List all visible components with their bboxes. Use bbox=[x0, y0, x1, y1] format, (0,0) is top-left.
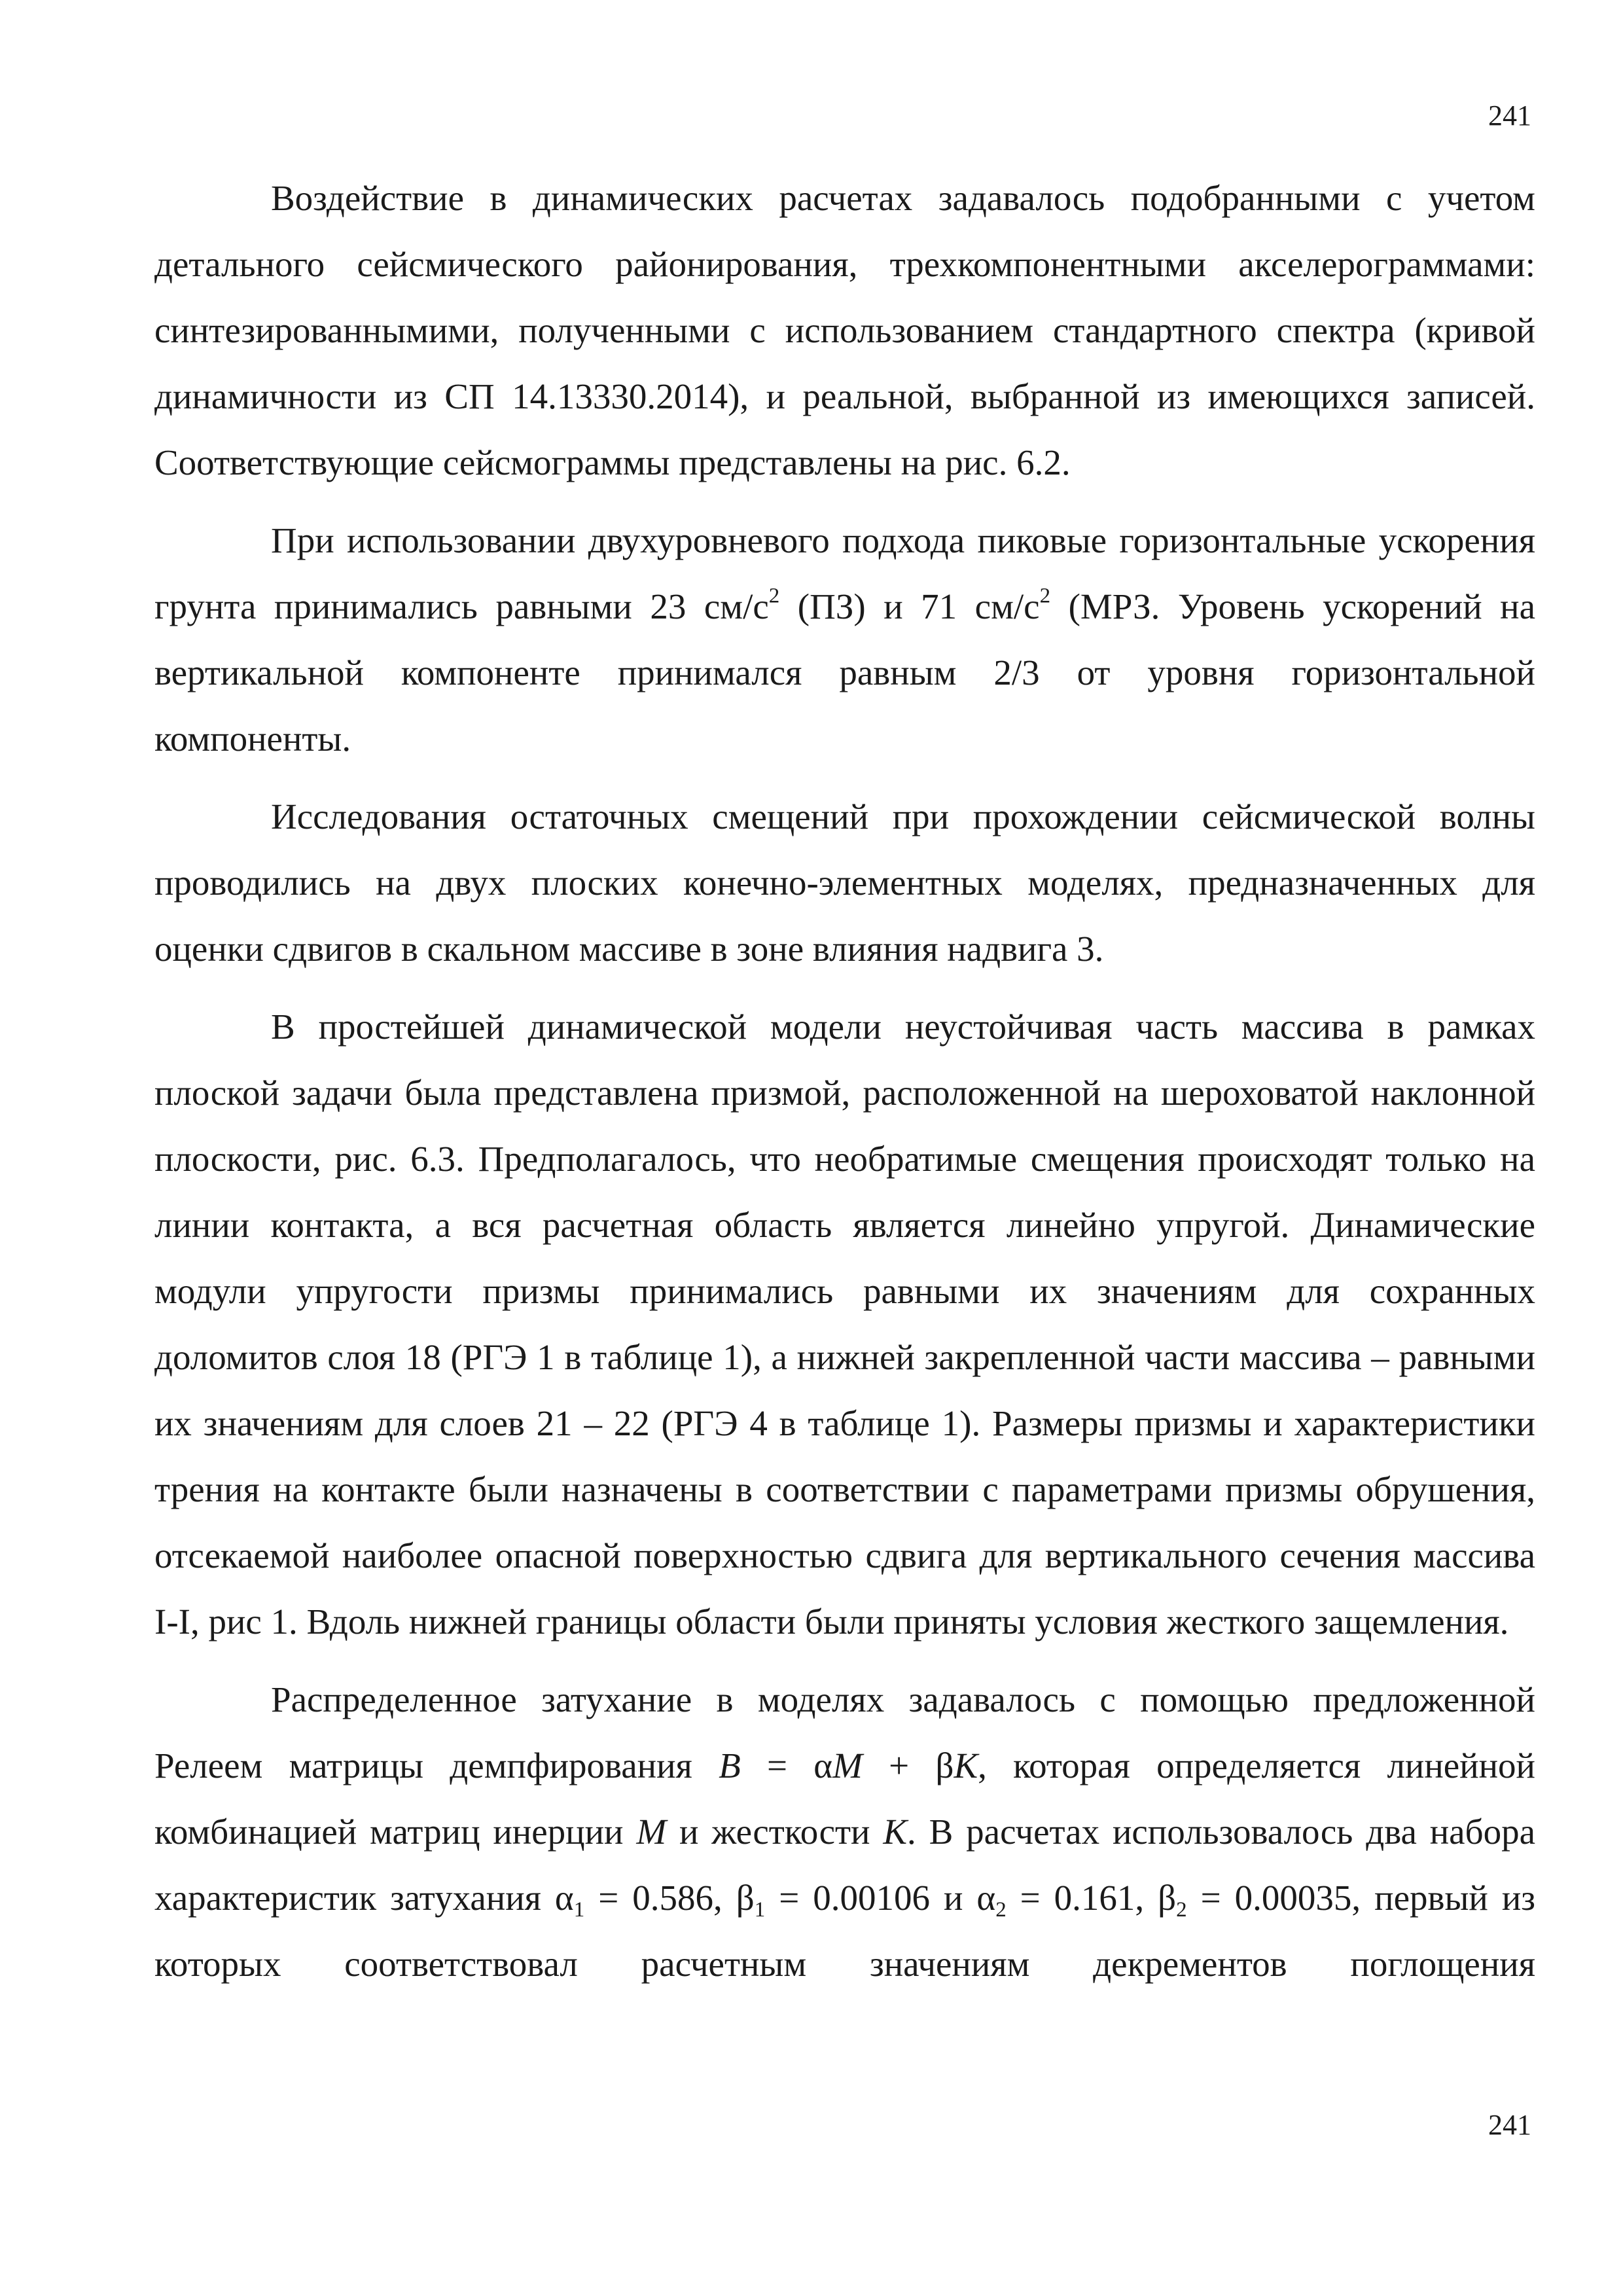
p5-subscript-beta-2: 2 bbox=[1176, 1897, 1187, 1922]
p5-text-5: = 0.586, β bbox=[584, 1878, 755, 1918]
p5-symbol-B: B bbox=[719, 1746, 741, 1785]
p5-subscript-alpha-1: 1 bbox=[573, 1897, 585, 1922]
p5-text-1: Распределенное затухание в моделях задавалось с помощью предложенной Релеем матрицы демпфирования bbox=[154, 1679, 1535, 1785]
p2-superscript-1: 2 bbox=[768, 584, 780, 608]
p5-subscript-beta-1: 1 bbox=[754, 1897, 766, 1922]
p5-text-2: , которая определяется линейной комбинацией матриц инерции bbox=[154, 1746, 1535, 1852]
p2-text-1: При использовании двухуровневого подхода пиковые горизонтальные ускорения грунта принимались равными 23 см/с bbox=[154, 520, 1535, 626]
p5-equals: = α bbox=[740, 1746, 833, 1785]
paragraph-prism-model: В простейшей динамической модели неустойчивая часть массива в рамках плоской задачи была представлена призмой, расположенной на шероховатой наклонной плоскости, рис. 6.3. Предполагалось, что необратимые смещения происходят только на линии контакта, а вся расчетная область является линейно упругой. Динамические модули упругости призмы принимались равными их значениям для сохранных доломитов слоя 18 (РГЭ 1 в таблице 1), а нижней закрепленной части массива – равными их значениям для слоев 21 – 22 (РГЭ 4 в таблице 1). Размеры призмы и характеристики трения на контакте были назначены в соответствии с параметрами призмы обрушения, отсекаемой наиболее опасной поверхностью сдвига для вертикального сечения массива I-I, рис 1. Вдоль нижней границы области были приняты условия жесткого защемления. bbox=[154, 1007, 1535, 1641]
document-body bbox=[154, 165, 1535, 1997]
p5-plus: + β bbox=[862, 1746, 954, 1785]
paragraph-seismic-input: Воздействие в динамических расчетах задавалось подобранными с учетом детального сейсмического районирования, трехкомпонентными акселерограммами: синтезированнымими, полученными с использованием стандартного спектра (кривой динамичности из СП 14.13330.2014), и реальной, выбранной из имеющихся записей. Соответствующие сейсмограммы представлены на рис. 6.2. bbox=[154, 178, 1535, 482]
p5-symbol-M-inertia: M bbox=[636, 1812, 667, 1852]
p2-superscript-2: 2 bbox=[1039, 584, 1051, 608]
paragraph-accelerations bbox=[154, 507, 1535, 772]
paragraph-residual-displacements: Исследования остаточных смещений при прохождении сейсмической волны проводились на двух плоских конечно-элементных моделях, предназначенных для оценки сдвигов в скальном массиве в зоне влияния надвига 3. bbox=[154, 797, 1535, 969]
p5-symbol-K-stiffness: K bbox=[883, 1812, 908, 1852]
p5-subscript-alpha-2: 2 bbox=[995, 1897, 1007, 1922]
p5-symbol-M: M bbox=[832, 1746, 863, 1785]
p5-text-6: = 0.00106 и α bbox=[765, 1878, 996, 1918]
p5-text-8: = 0.00035, первый из которых соответствовал расчетным значениям декрементов поглощения bbox=[154, 1878, 1535, 1984]
page-number-top: 241 bbox=[1488, 99, 1531, 132]
p2-text-3: (МРЗ. Уровень ускорений на вертикальной компоненте принимался равным 2/3 от уровня горизонтальной компоненты. bbox=[154, 586, 1535, 759]
p5-symbol-K: K bbox=[954, 1746, 978, 1785]
p2-text-2: (ПЗ) и 71 см/с bbox=[779, 586, 1040, 626]
paragraph-damping bbox=[154, 1666, 1535, 1997]
p5-text-7: = 0.161, β bbox=[1006, 1878, 1177, 1918]
p5-text-3: и жесткости bbox=[666, 1812, 883, 1852]
page-number-bottom: 241 bbox=[1488, 2109, 1531, 2141]
p5-text-4: . В расчетах использовалось два набора характеристик затухания α bbox=[154, 1812, 1535, 1918]
